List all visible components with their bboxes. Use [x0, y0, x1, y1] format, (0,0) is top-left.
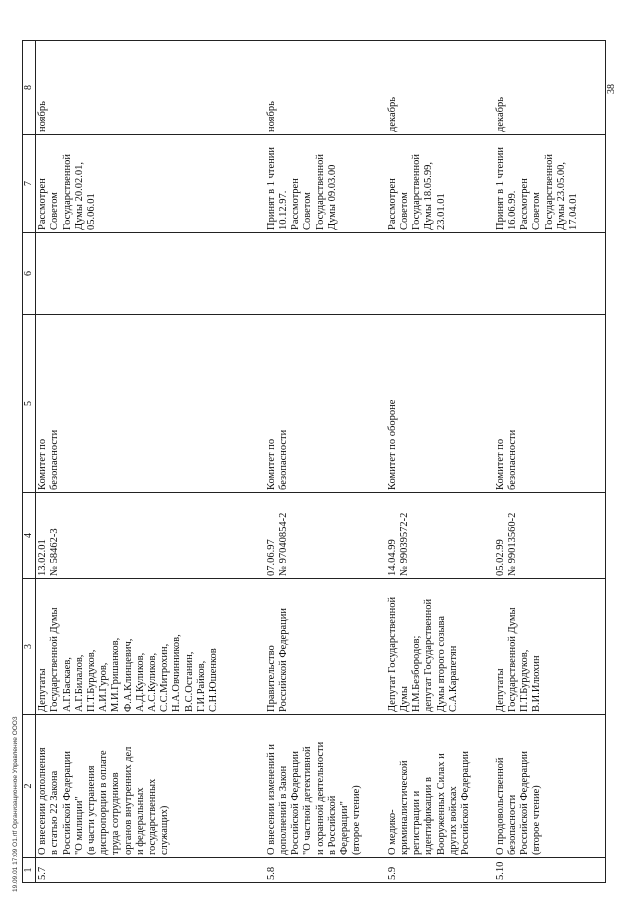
page-number: 38: [606, 84, 617, 94]
table-row: [36, 41, 265, 883]
bill-title: О внесении изменений и дополнений в Закон Российской Федерации "О частной детективной и охранной деятельности в Российской Федерации" (второе чтение): [265, 715, 386, 858]
column-header: 6: [23, 233, 36, 315]
bill-month: декабрь: [494, 41, 606, 135]
bill-status: Принят в 1 чтении 10.12.97. Рассмотрен Советом Государственной Думы 09.03.00: [265, 135, 386, 233]
bill-month: декабрь: [386, 41, 494, 135]
bill-committee: Комитет по безопасности: [36, 315, 265, 493]
bills-table: [22, 40, 606, 883]
bill-status: Рассмотрен Советом Государственной Думы 20.02.01, 05.06.01: [36, 135, 265, 233]
bill-status: Принят в 1 чтении 16.06.99. Рассмотрен Советом Государственной Думы 23.05.00, 17.04.01: [494, 135, 606, 233]
column-header: 1: [23, 858, 36, 883]
row-number: 5.7: [36, 858, 265, 883]
bill-committee: Комитет по безопасности: [265, 315, 386, 493]
bill-committee: Комитет по обороне: [386, 315, 494, 493]
bill-month: ноябрь: [36, 41, 265, 135]
table-row: [265, 41, 386, 883]
column-header: 8: [23, 41, 36, 135]
bill-initiator: Депутаты Государственной Думы П.Т.Бурдуков, В.И.Илюхин: [494, 579, 606, 715]
bill-initiator: Депутаты Государственной Думы А.Г.Баскаев, А.Г.Билалов, П.Т.Бурдуков, А.И.Гуров, М.И.Гришанков, Ф.А.Клинцевич, А.Д.Куликов, А.С.Куликов, С.С.Митрохин, Н.А.Овчинников, В.С.Останин, Г.И.Райков, С.Н.Юшенков: [36, 579, 265, 715]
bill-date-number: 14.04.99 № 99039572-2: [386, 493, 494, 579]
header-row: [23, 41, 36, 883]
column-header: 7: [23, 135, 36, 233]
footer-stamp: 19.09.01 17:09 О1.rtf Организационное Управление ООО3: [12, 716, 19, 892]
bill-column-6: [386, 233, 494, 315]
bill-committee: Комитет по безопасности: [494, 315, 606, 493]
bill-column-6: [265, 233, 386, 315]
column-header: 3: [23, 579, 36, 715]
column-header: 2: [23, 715, 36, 858]
bill-initiator: Правительство Российской Федерации: [265, 579, 386, 715]
bill-date-number: 13.02.01 № 58462-3: [36, 493, 265, 579]
row-number: 5.9: [386, 858, 494, 883]
bill-title: О медико- криминалистической регистрации и идентификации в Вооруженных Силах и других войсках Российской Федерации: [386, 715, 494, 858]
bill-column-6: [36, 233, 265, 315]
bill-column-6: [494, 233, 606, 315]
row-number: 5.10: [494, 858, 606, 883]
bill-title: О внесении дополнения в статью 22 Закона Российской Федерации "О милиции" (в части устранения диспропорции в оплате труда сотрудников органов внутренних дел и федеральных государственных служащих): [36, 715, 265, 858]
bill-initiator: Депутат Государственной Думы Н.М.Безбородов; депутат Государственной Думы второго созыва С.А.Карапетян: [386, 579, 494, 715]
row-number: 5.8: [265, 858, 386, 883]
bill-date-number: 05.02.99 № 99013560-2: [494, 493, 606, 579]
bill-status: Рассмотрен Советом Государственной Думы 18.05.99, 23.01.01: [386, 135, 494, 233]
bill-title: О продовольственной безопасности Российской Федерации (второе чтение): [494, 715, 606, 858]
footer-stamp-container: [4, 717, 22, 892]
page-number-container: [606, 84, 617, 94]
column-header: 5: [23, 315, 36, 493]
column-header: 4: [23, 493, 36, 579]
table-row: [386, 41, 494, 883]
bill-month: ноябрь: [265, 41, 386, 135]
table-row: [494, 41, 606, 883]
rotated-sheet: [22, 33, 634, 883]
bill-date-number: 07.06.97 № 97040854-2: [265, 493, 386, 579]
